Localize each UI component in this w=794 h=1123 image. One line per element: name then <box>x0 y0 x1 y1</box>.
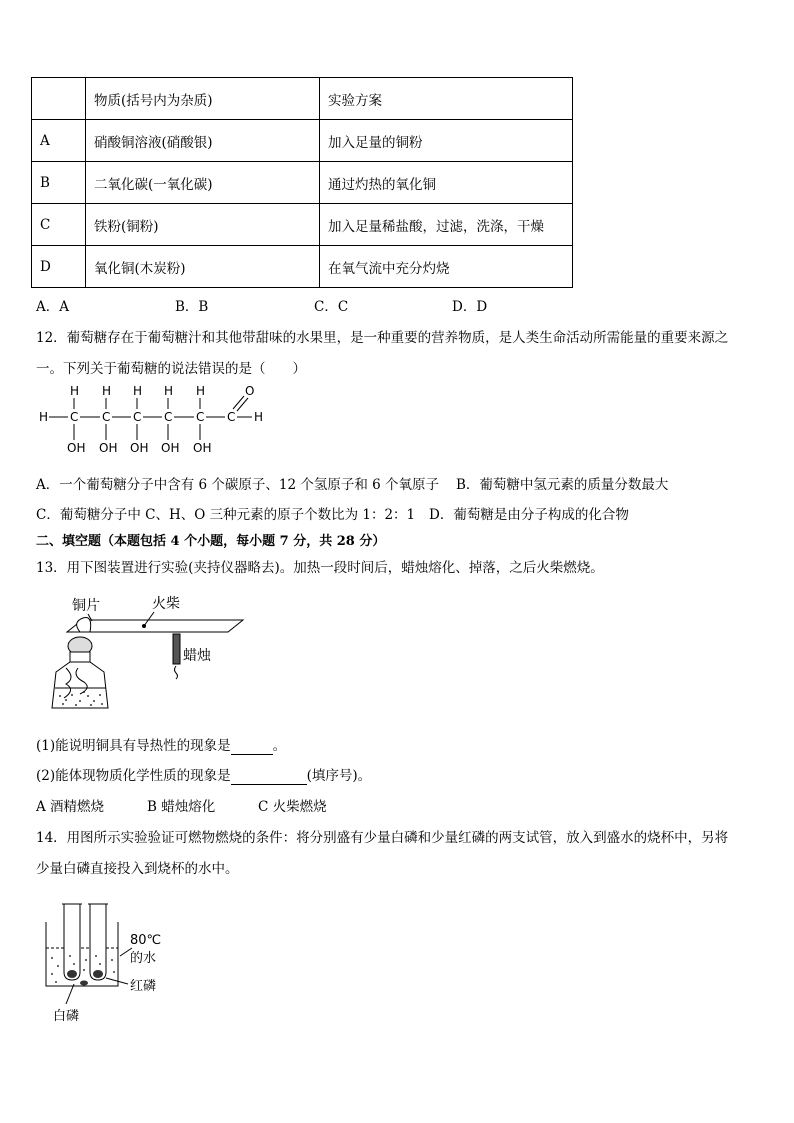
q13-sub2 <box>36 764 371 785</box>
q13-sub2-text: (2)能体现物质化学性质的现象是 <box>36 768 231 784</box>
section-heading: 二、填空题（本题包括 4 个小题，每小题 7 分，共 28 分） <box>36 534 386 549</box>
formula-c: C <box>133 410 142 424</box>
q11-option-d[interactable]: D．D <box>452 299 488 315</box>
candle-label: 蜡烛 <box>183 648 211 664</box>
table-cell: 通过灼热的氧化铜 <box>320 162 573 204</box>
q11-option-b[interactable]: B．B <box>175 299 209 315</box>
q12-option-d[interactable]: D．葡萄糖是由分子构成的化合物 <box>429 507 629 523</box>
q13-sub1-answer-blank[interactable] <box>231 738 273 755</box>
q13-choice-b[interactable]: B 蜡烛熔化 <box>147 799 216 815</box>
table-cell: 加入足量的铜粉 <box>320 120 573 162</box>
formula-oh: OH <box>67 441 86 455</box>
table-row <box>32 204 573 246</box>
formula-c: C <box>227 410 236 424</box>
formula-c: C <box>196 410 205 424</box>
formula-c: C <box>164 410 173 424</box>
beaker <box>46 922 118 986</box>
q12-option-c[interactable]: C．葡萄糖分子中 C、H、O 三种元素的原子个数比为 1：2：1 <box>36 507 416 523</box>
table-cell: 氧化铜(木炭粉) <box>86 246 320 288</box>
table-cell: 二氧化碳(一氧化碳) <box>86 162 320 204</box>
water-label: 的水 <box>130 951 157 966</box>
q12-stem-line1: 12．葡萄糖存在于葡萄糖汁和其他带甜味的水果里，是一种重要的营养物质，是人类生命活动所需能量的重要来源之 <box>36 330 729 346</box>
table-row <box>32 120 573 162</box>
q13-apparatus-figure <box>36 588 256 720</box>
table-cell: D <box>32 246 86 288</box>
white-phosphorus-label: 白磷 <box>53 1009 80 1024</box>
formula-h: H <box>70 384 80 398</box>
table-header-cell: 物质(括号内为杂质) <box>86 78 320 120</box>
table-cell: 在氧气流中充分灼烧 <box>320 246 573 288</box>
q11-option-c[interactable]: C．C <box>314 299 349 315</box>
q12-option-b[interactable]: B．葡萄糖中氢元素的质量分数最大 <box>456 477 669 493</box>
temperature-label: 80℃ <box>130 933 162 948</box>
options-table <box>31 77 573 288</box>
q13-sub1 <box>36 734 286 755</box>
formula-oh: OH <box>130 441 149 455</box>
formula-bonds <box>49 396 252 440</box>
q13-sub2-end: (填序号)。 <box>306 768 372 784</box>
formula-oh: OH <box>161 441 180 455</box>
q13-sub1-text: (1)能说明铜具有导热性的现象是 <box>36 738 231 754</box>
table-cell: 铁粉(铜粉) <box>86 204 320 246</box>
formula-h: H <box>39 410 49 424</box>
formula-h: H <box>133 384 143 398</box>
q13-choice-a[interactable]: A 酒精燃烧 <box>36 799 105 815</box>
red-phosphorus <box>93 970 103 978</box>
table-row <box>32 246 573 288</box>
table-cell: 硝酸铜溶液(硝酸银) <box>86 120 320 162</box>
table-cell: 加入足量稀盐酸，过滤，洗涤，干燥 <box>320 204 573 246</box>
q11-option-a[interactable]: A．A <box>36 299 69 315</box>
match-label: 火柴 <box>152 596 180 612</box>
glucose-structural-formula <box>36 380 276 460</box>
q12-stem-line2: 一。下列关于葡萄糖的说法错误的是（ ） <box>36 361 306 377</box>
q14-stem-line1: 14．用图所示实验验证可燃物燃烧的条件：将分别盛有少量白磷和少量红磷的两支试管，放入到盛水的烧杯中，另将 <box>36 830 729 846</box>
formula-h: H <box>164 384 174 398</box>
test-tube-white-phosphorus <box>64 904 80 980</box>
formula-h: H <box>254 410 264 424</box>
table-row <box>32 162 573 204</box>
table-cell: B <box>32 162 86 204</box>
match-head <box>142 624 146 628</box>
table-header-cell <box>32 78 86 120</box>
q13-choice-c[interactable]: C 火柴燃烧 <box>258 799 327 815</box>
table-header-cell: 实验方案 <box>320 78 573 120</box>
formula-oh: OH <box>193 441 212 455</box>
table-cell: A <box>32 120 86 162</box>
white-phosphorus-in-tube <box>67 970 77 978</box>
formula-c: C <box>102 410 111 424</box>
formula-c: C <box>70 410 79 424</box>
white-phosphorus-in-water <box>80 981 88 986</box>
test-tube-red-phosphorus <box>90 904 106 980</box>
q13-stem: 13．用下图装置进行实验(夹持仪器略去)。加热一段时间后，蜡烛熔化、掉落，之后火柴燃烧。 <box>36 560 604 576</box>
candle <box>173 634 180 664</box>
red-phosphorus-label: 红磷 <box>130 979 157 994</box>
copper-plate <box>67 620 243 632</box>
copper-plate-label: 铜片 <box>72 598 100 614</box>
formula-h: H <box>102 384 112 398</box>
q13-sub2-answer-blank[interactable] <box>231 768 307 785</box>
table-header-row <box>32 78 573 120</box>
formula-oh: OH <box>99 441 118 455</box>
table-cell: C <box>32 204 86 246</box>
q13-sub1-end: 。 <box>272 738 287 754</box>
q14-beaker-figure <box>40 898 180 1028</box>
q12-option-a[interactable]: A．一个葡萄糖分子中含有 6 个碳原子、12 个氢原子和 6 个氧原子 <box>36 477 440 493</box>
q14-stem-line2: 少量白磷直接投入到烧杯的水中。 <box>36 861 239 877</box>
formula-h: H <box>196 384 206 398</box>
formula-o: O <box>245 384 255 398</box>
